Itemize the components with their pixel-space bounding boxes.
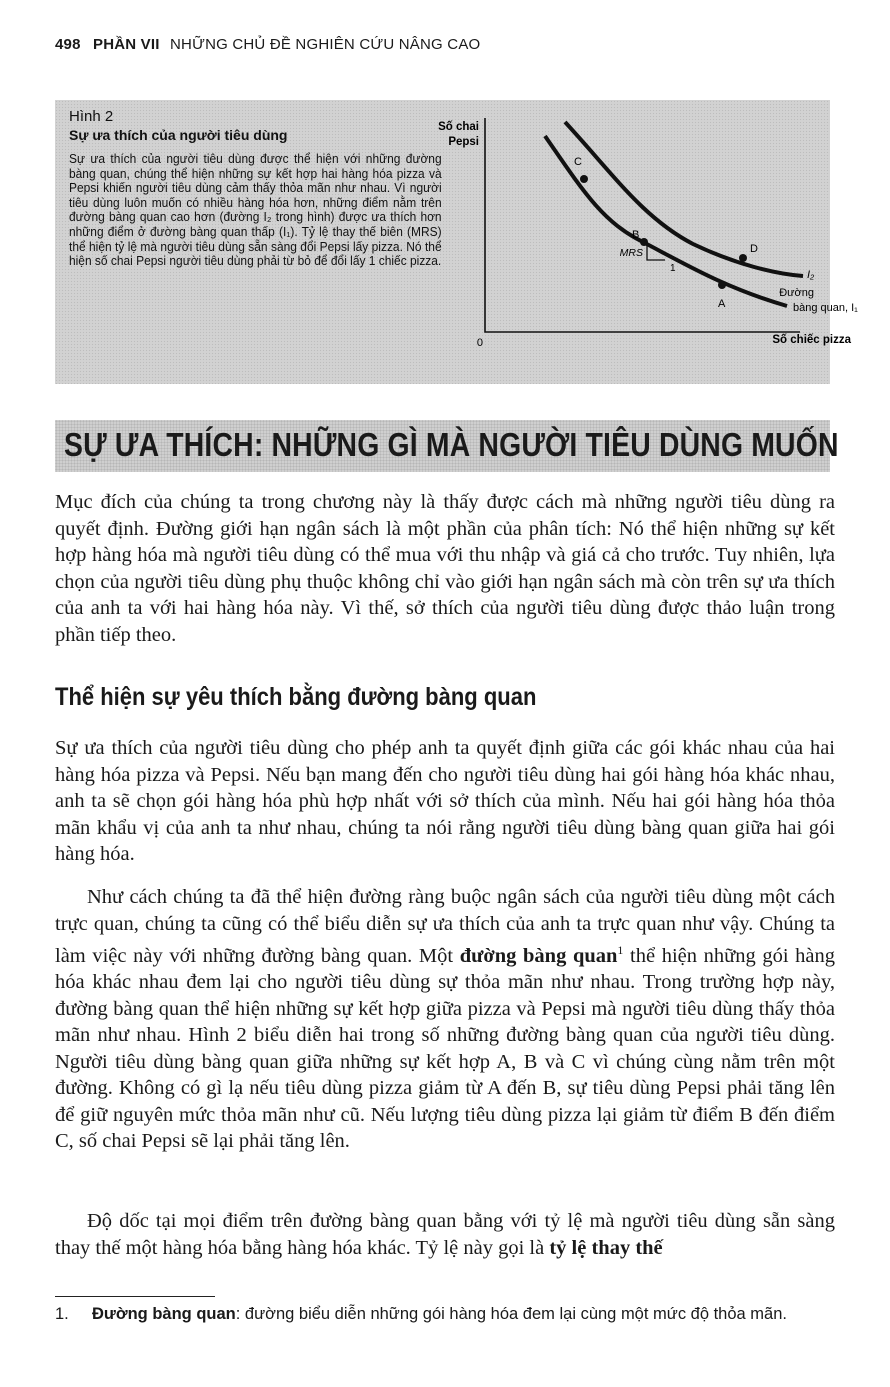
point-b-label: B [632,229,640,241]
figure-number: Hình 2 [69,108,114,125]
paragraph-2-end: thể hiện những gói hàng hóa khác nhau đem lại cho người tiêu dùng sự thỏa mãn như nhau. Trong trường hợp này, đường bàng quan thể hiện những sự kết hợp giữa pizza và Pepsi mà người tiêu dùng thấy thỏa mãn như nhau. Hình 2 biểu diễn hai trong số những đường bàng quan của người tiêu dùng. Người tiêu dùng bàng quan giữa những sự kết hợp A, B và C vì chúng cùng nằm trên một đường. Không có gì lạ nếu tiêu dùng pizza giảm từ A đến B, sự tiêu dùng Pepsi phải tăng lên để giữ nguyên mức thỏa mãn như cũ. Nếu lượng tiêu dùng pizza lại giảm từ điểm B đến điểm C, số chai Pepsi sẽ lại phải tăng lên. [55,944,836,1153]
point-a-label: A [718,298,726,310]
paragraph-2-start: Như cách chúng ta đã thể hiện đường ràng buộc ngân sách của người tiêu dùng một cách trực quan, chúng ta cũng có thể biểu diễn sự ưa thích của anh ta trực quan như vậy. Chúng ta làm việc này với những đường bàng quan. Một [55,886,835,967]
figure-box [55,100,858,384]
point-b [640,238,648,246]
chapter-title: NHỮNG CHỦ ĐỀ NGHIÊN CỨU NÂNG CAO [170,36,481,53]
paragraph-3-start: Độ dốc tại mọi điểm trên đường bàng quan bằng với tỷ lệ mà người tiêu dùng sẵn sàng thay thế một hàng hóa bằng hàng hóa khác. Tỷ lệ này gọi là [55,1210,835,1259]
point-c [580,175,588,183]
term-mrs: tỷ lệ thay thế [549,1236,663,1259]
mrs-one-label: 1 [670,263,676,274]
point-d-label: D [750,243,758,255]
footnote [55,1303,835,1325]
indifference-curve-i2 [565,122,803,276]
curve-i1-label-line1: Đường [779,287,814,299]
footnote-ref: 1 [617,943,624,957]
term-indifference-curve: đường bàng quan [459,944,618,967]
footnote-rule [55,1296,215,1297]
curve-i2-label: I₂ [807,269,815,281]
intro-paragraph: Mục đích của chúng ta trong chương này là thấy được cách mà những người tiêu dùng ra quyết định. Đường giới hạn ngân sách là một phần của phân tích: Nó thể hiện những sự kết hợp hàng hóa mà người tiêu dùng có thể mua với thu nhập và giá cả cho trước. Tuy nhiên, lựa chọn của người tiêu dùng phụ thuộc không chỉ vào giới hạn ngân sách mà còn trên sự ưa thích của anh ta với hai hàng hóa này. Vì thế, sở thích của người tiêu dùng được thảo luận trong phần tiếp theo. [55,491,835,646]
figure-title: Sự ưa thích của người tiêu dùng [69,127,288,143]
indifference-curve-chart [435,114,858,376]
footnote-term: Đường bàng quan [92,1305,236,1323]
running-head [55,36,480,53]
point-c-label: C [574,156,582,168]
curve-i1-label-line2: bàng quan, I₁ [793,302,858,314]
point-a [718,281,726,289]
y-axis-label-line2: Pepsi [448,136,479,148]
page-number: 498 [55,36,81,53]
x-axis-label: Số chiếc pizza [772,334,851,346]
part-label: PHẦN VII [93,36,160,53]
axes [485,118,800,332]
section-banner [55,420,839,472]
paragraph-1: Sự ưa thích của người tiêu dùng cho phép anh ta quyết định giữa các gói khác nhau của hai hàng hóa pizza và Pepsi. Nếu bạn mang đến cho người tiêu dùng hai gói hàng hóa khác nhau, anh ta sẽ chọn gói hàng hóa phù hợp nhất với sở thích của mình. Nếu hai gói hàng hóa thỏa mãn khẩu vị của anh ta như nhau, chúng ta nói rằng người tiêu dùng bàng quan giữa hai gói hàng hóa. [55,737,835,865]
point-d [739,254,747,262]
figure-caption: Sự ưa thích của người tiêu dùng được thể hiện với những đường bàng quan, chúng thể hiện những sự kết hợp hai hàng hóa pizza và Pepsi khiến người tiêu dùng cảm thấy thỏa mãn như nhau. Vì người tiêu dùng luôn muốn có nhiều hàng hóa hơn, những điểm nằm trên đường bàng quan cao hơn (đường I₂ trong hình) được ưa thích hơn những điểm ở đường bàng quan thấp (I₁). Tỷ lệ thay thế biên (MRS) thể hiện tỷ lệ mà người tiêu dùng sẵn sàng đổi Pepsi lấy pizza. Nó thể hiện số chai Pepsi người tiêu dùng phải từ bỏ để đổi lấy 1 chiếc pizza. [69,151,442,269]
y-axis-label-line1: Số chai [438,121,479,133]
footnote-number: 1. [55,1305,69,1323]
figure-text [69,108,441,269]
footnote-text: : đường biểu diễn những gói hàng hóa đem lại cùng một mức độ thỏa mãn. [235,1305,787,1323]
paragraph-2 [55,884,835,1155]
paragraph-3 [55,1208,835,1261]
subsection-title: Thể hiện sự yêu thích bằng đường bàng quan [55,683,537,711]
mrs-label: MRS [619,247,643,259]
origin-label: 0 [476,337,483,349]
section-title: SỰ ƯA THÍCH: NHỮNG GÌ MÀ NGƯỜI TIÊU DÙNG MUỐN [64,426,839,463]
